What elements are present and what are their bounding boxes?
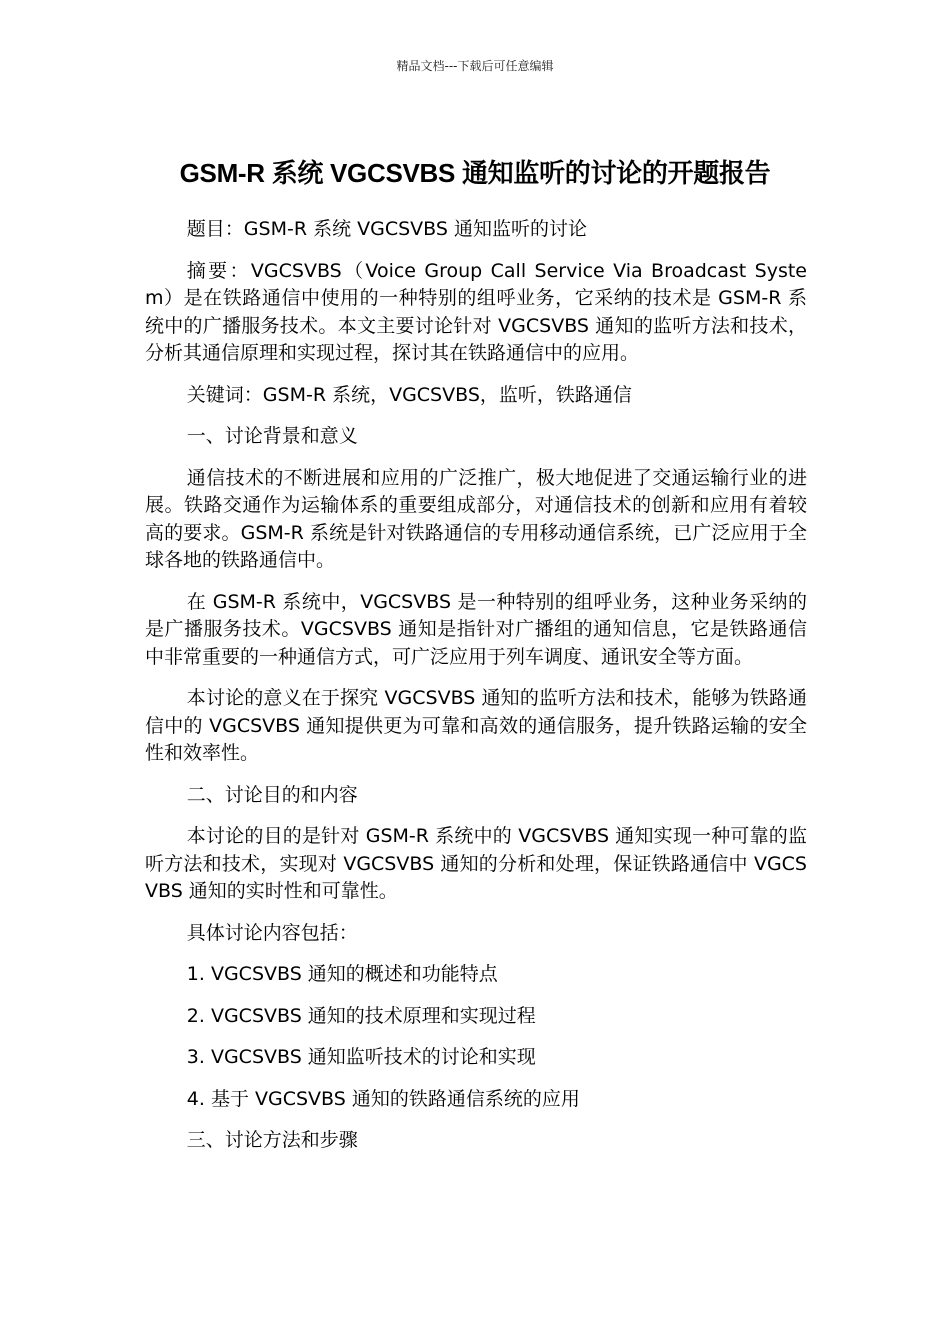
document-title: GSM-R 系统 VGCSVBS 通知监听的讨论的开题报告 bbox=[179, 158, 771, 189]
section-heading-purpose: 二、讨论目的和内容 bbox=[186, 783, 358, 806]
keywords-line: 关键词：GSM-R 系统，VGCSVBS，监听，铁路通信 bbox=[186, 383, 632, 406]
list-item: 4. 基于 VGCSVBS 通知的铁路通信系统的应用 bbox=[186, 1087, 580, 1110]
body-paragraph: 在 GSM-R 系统中，VGCSVBS 是一种特别的组呼业务，这种业务采纳的是广播服务技术。VGCSVBS 通知是指针对广播组的通知信息，它是铁路通信中非常重要的一种通信方式，可广泛应用于列车调度、通讯安全等方面。 bbox=[145, 590, 807, 668]
section-heading-method: 三、讨论方法和步骤 bbox=[186, 1129, 358, 1151]
body-paragraph: 通信技术的不断进展和应用的广泛推广，极大地促进了交通运输行业的进展。铁路交通作为运输体系的重要组成部分，对通信技术的创新和应用有着较高的要求。GSM-R 系统是针对铁路通信的专用移动通信系统，已广泛应用于全球各地的铁路通信中。 bbox=[145, 466, 807, 571]
body-paragraph: 本讨论的意义在于探究 VGCSVBS 通知的监听方法和技术，能够为铁路通信中的 VGCSVBS 通知提供更为可靠和高效的通信服务，提升铁路运输的安全性和效率性。 bbox=[145, 687, 807, 764]
section-heading-background: 一、讨论背景和意义 bbox=[186, 425, 358, 447]
page-header: 精品文档---下载后可任意编辑 bbox=[396, 59, 554, 73]
list-item: 1. VGCSVBS 通知的概述和功能特点 bbox=[186, 963, 498, 985]
list-item: 3. VGCSVBS 通知监听技术的讨论和实现 bbox=[186, 1046, 536, 1068]
body-paragraph: 具体讨论内容包括： bbox=[186, 921, 358, 944]
list-item: 2. VGCSVBS 通知的技术原理和实现过程 bbox=[186, 1004, 536, 1027]
document-body bbox=[145, 216, 807, 1169]
body-paragraph: 本讨论的目的是针对 GSM-R 系统中的 VGCSVBS 通知实现一种可靠的监听方法和技术，实现对 VGCSVBS 通知的分析和处理，保证铁路通信中 VGCSVBS 通知的实时性和可靠性。 bbox=[145, 825, 807, 902]
abstract-paragraph: 摘要：VGCSVBS（Voice Group Call Service Via Broadcast System）是在铁路通信中使用的一种特别的组呼业务，它采纳的技术是 GSM-R 系统中的广播服务技术。本文主要讨论针对 VGCSVBS 通知的监听方法和技术，分析其通信原理和实现过程，探讨其在铁路通信中的应用。 bbox=[145, 259, 807, 364]
subject-line: 题目：GSM-R 系统 VGCSVBS 通知监听的讨论 bbox=[186, 218, 587, 240]
